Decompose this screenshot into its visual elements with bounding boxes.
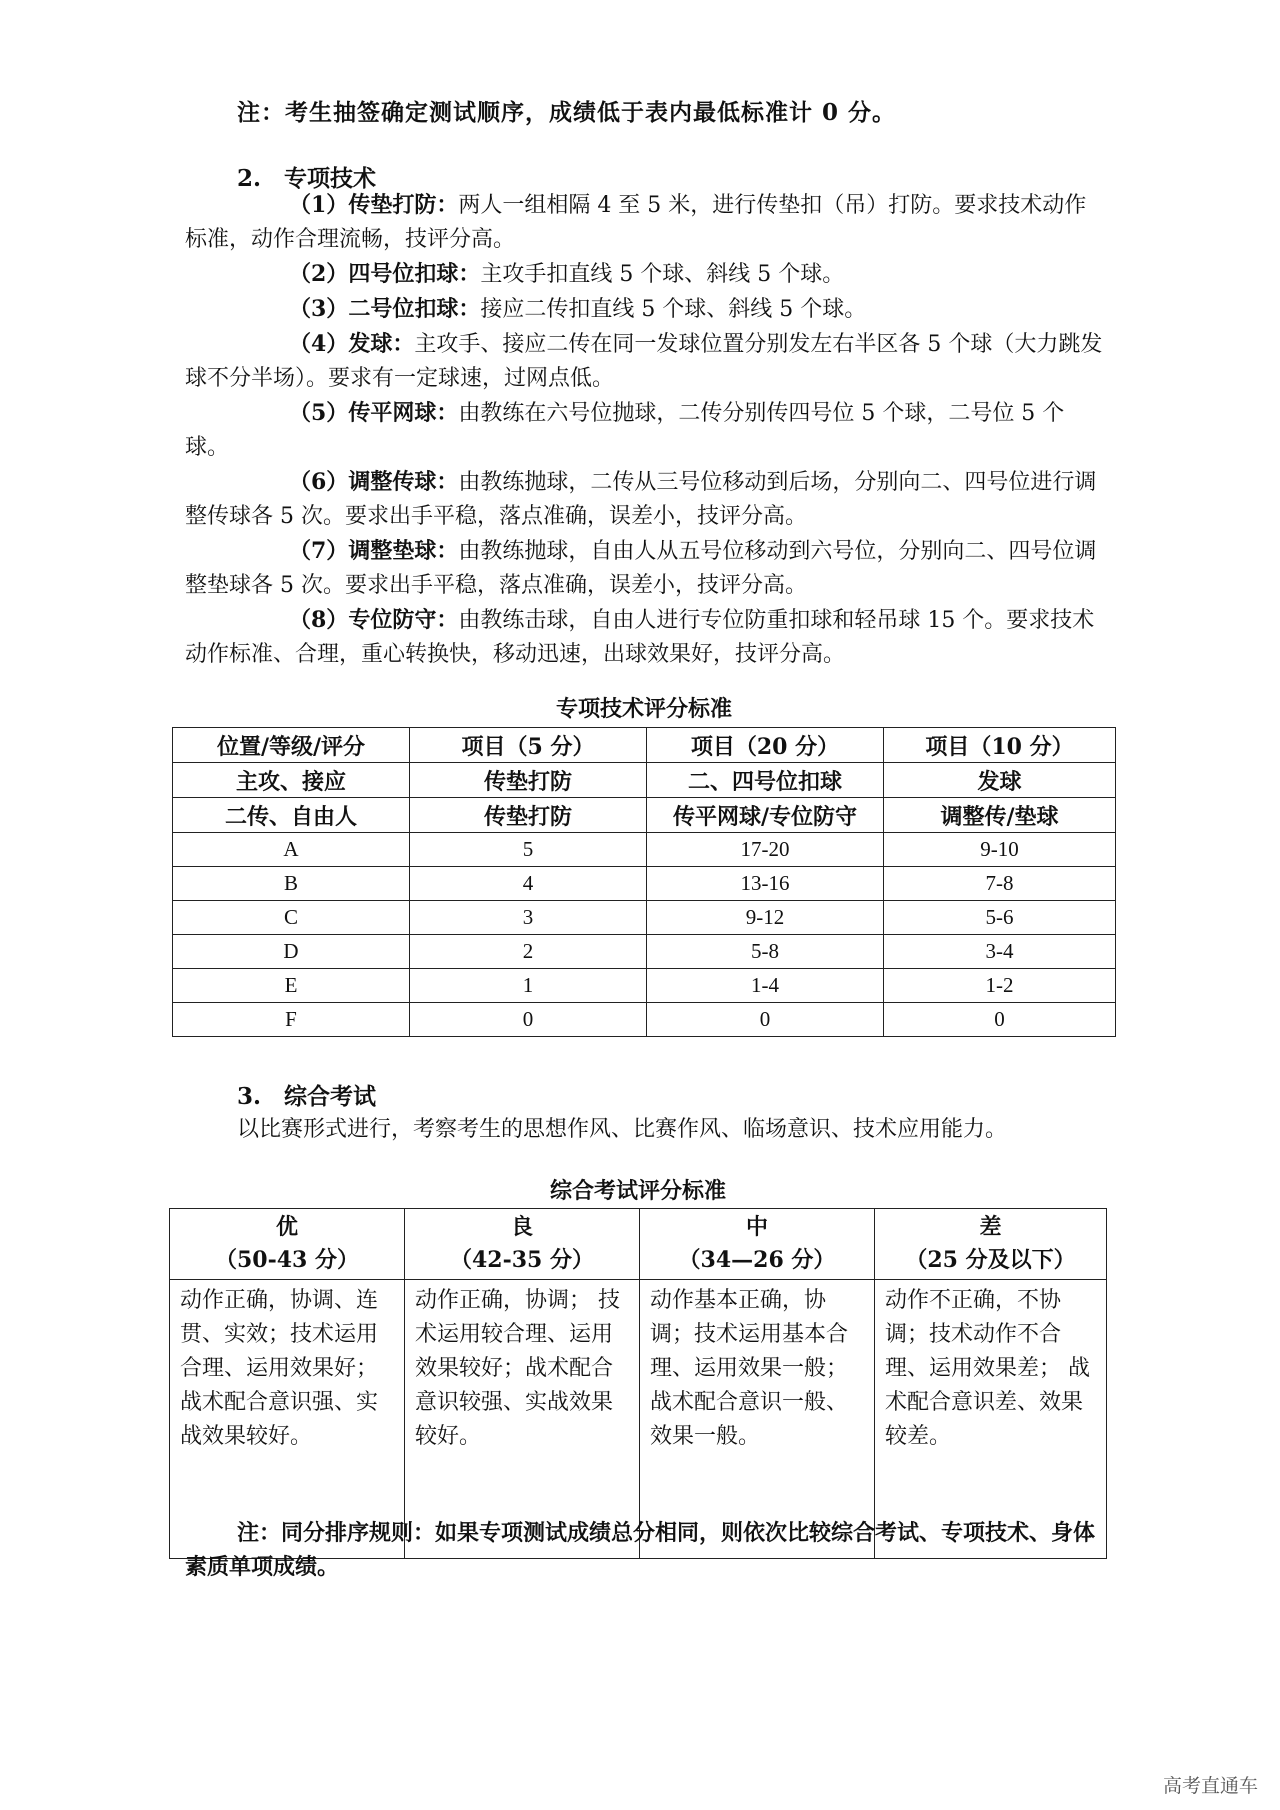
table-cell: 7-8 <box>884 867 1116 901</box>
table-row <box>173 1003 1116 1037</box>
table-cell: 5-8 <box>647 935 884 969</box>
table-cell: D <box>173 935 410 969</box>
header-cell: 发球 <box>884 763 1116 798</box>
section-3-heading: 3. 综合考试 <box>237 1083 377 1110</box>
technique-list <box>185 188 1105 672</box>
list-item: （5）传平网球：由教练在六号位抛球，二传分别传四号位 5 个球，二号位 5 个球。 <box>185 400 1065 460</box>
comprehensive-scoring-table <box>169 1208 1107 1559</box>
table-cell: 0 <box>647 1003 884 1037</box>
header-cell: 良 （42-35 分） <box>405 1209 640 1280</box>
table-subheader-row <box>173 798 1116 833</box>
header-cell: 项目（10 分） <box>884 728 1116 763</box>
table-cell: B <box>173 867 410 901</box>
list-item: （6）调整传球：由教练抛球，二传从三号位移动到后场，分别向二、四号位进行调整传球各 5 次。要求出手平稳，落点准确，误差小，技评分高。 <box>185 469 1097 529</box>
table-cell: F <box>173 1003 410 1037</box>
header-cell: 中 （34—26 分） <box>640 1209 875 1280</box>
table-cell: C <box>173 901 410 935</box>
table-cell: 1-4 <box>647 969 884 1003</box>
table-header-row <box>173 728 1116 763</box>
table-cell: 0 <box>410 1003 647 1037</box>
table-row <box>173 901 1116 935</box>
table-cell: 13-16 <box>647 867 884 901</box>
header-cell: 传垫打防 <box>410 763 647 798</box>
header-cell: 项目（20 分） <box>647 728 884 763</box>
table-cell: 0 <box>884 1003 1116 1037</box>
list-item: （8）专位防守：由教练击球，自由人进行专位防重扣球和轻吊球 15 个。要求技术动作标准、合理，重心转换快，移动迅速，出球效果好，技评分高。 <box>185 607 1095 667</box>
top-note: 注：考生抽签确定测试顺序，成绩低于表内最低标准计 0 分。 <box>237 99 897 126</box>
table-row <box>173 833 1116 867</box>
table-cell: 9-10 <box>884 833 1116 867</box>
header-cell: 二、四号位扣球 <box>647 763 884 798</box>
table-cell: 5 <box>410 833 647 867</box>
table-cell: 3 <box>410 901 647 935</box>
section-3-text: 以比赛形式进行，考察考生的思想作风、比赛作风、临场意识、技术应用能力。 <box>237 1117 1008 1142</box>
header-cell: 主攻、接应 <box>173 763 410 798</box>
table-cell: E <box>173 969 410 1003</box>
table-cell: 1 <box>410 969 647 1003</box>
list-item: （3）二号位扣球：接应二传扣直线 5 个球、斜线 5 个球。 <box>289 296 867 322</box>
header-cell: 位置/等级/评分 <box>173 728 410 763</box>
table-row <box>173 969 1116 1003</box>
table-cell: 动作不正确，不协调；技术动作不合理、运用效果差； 战术配合意识差、效果较差。 <box>875 1280 1107 1559</box>
table-subheader-row <box>173 763 1116 798</box>
technique-scoring-table <box>172 727 1116 1037</box>
table-cell: 9-12 <box>647 901 884 935</box>
header-cell: 优 （50-43 分） <box>170 1209 405 1280</box>
table-row <box>173 867 1116 901</box>
list-item: （1）传垫打防：两人一组相隔 4 至 5 米，进行传垫扣（吊）打防。要求技术动作标准，动作合理流畅，技评分高。 <box>185 192 1087 252</box>
list-item: （2）四号位扣球：主攻手扣直线 5 个球、斜线 5 个球。 <box>289 261 845 287</box>
table-cell: A <box>173 833 410 867</box>
header-cell: 传垫打防 <box>410 798 647 833</box>
table-cell: 3-4 <box>884 935 1116 969</box>
table-cell: 17-20 <box>647 833 884 867</box>
table-cell: 动作基本正确，协调；技术运用基本合理、运用效果一般；战术配合意识一般、效果一般。 <box>640 1280 875 1559</box>
header-cell: 调整传/垫球 <box>884 798 1116 833</box>
table1-caption: 专项技术评分标准 <box>555 696 732 722</box>
table-cell: 1-2 <box>884 969 1116 1003</box>
header-cell: 传平网球/专位防守 <box>647 798 884 833</box>
watermark: 高考直通车 <box>1162 1775 1258 1797</box>
table-cell: 5-6 <box>884 901 1116 935</box>
table-cell: 4 <box>410 867 647 901</box>
header-cell: 差 （25 分及以下） <box>875 1209 1107 1280</box>
header-cell: 二传、自由人 <box>173 798 410 833</box>
table-cell: 2 <box>410 935 647 969</box>
header-cell: 项目（5 分） <box>410 728 647 763</box>
table2-caption: 综合考试评分标准 <box>549 1178 726 1204</box>
list-item: （4）发球：主攻手、接应二传在同一发球位置分别发左右半区各 5 个球（大力跳发球不分半场）。要求有一定球速，过网点低。 <box>185 331 1103 391</box>
table-cell: 动作正确，协调、连贯、实效；技术运用合理、运用效果好； 战术配合意识强、实战效果较好。 <box>170 1280 405 1559</box>
table-cell: 动作正确，协调； 技术运用较合理、运用效果较好；战术配合意识较强、实战效果较好。 <box>405 1280 640 1559</box>
bottom-note: 注：同分排序规则：如果专项测试成绩总分相同，则依次比较综合考试、专项技术、身体素质单项成绩。 <box>185 1520 1096 1580</box>
table-header-row <box>170 1209 1107 1280</box>
table-row <box>173 935 1116 969</box>
list-item: （7）调整垫球：由教练抛球，自由人从五号位移动到六号位，分别向二、四号位调整垫球各 5 次。要求出手平稳，落点准确，误差小，技评分高。 <box>185 538 1097 598</box>
section-2-heading: 2. 专项技术 <box>237 165 377 192</box>
